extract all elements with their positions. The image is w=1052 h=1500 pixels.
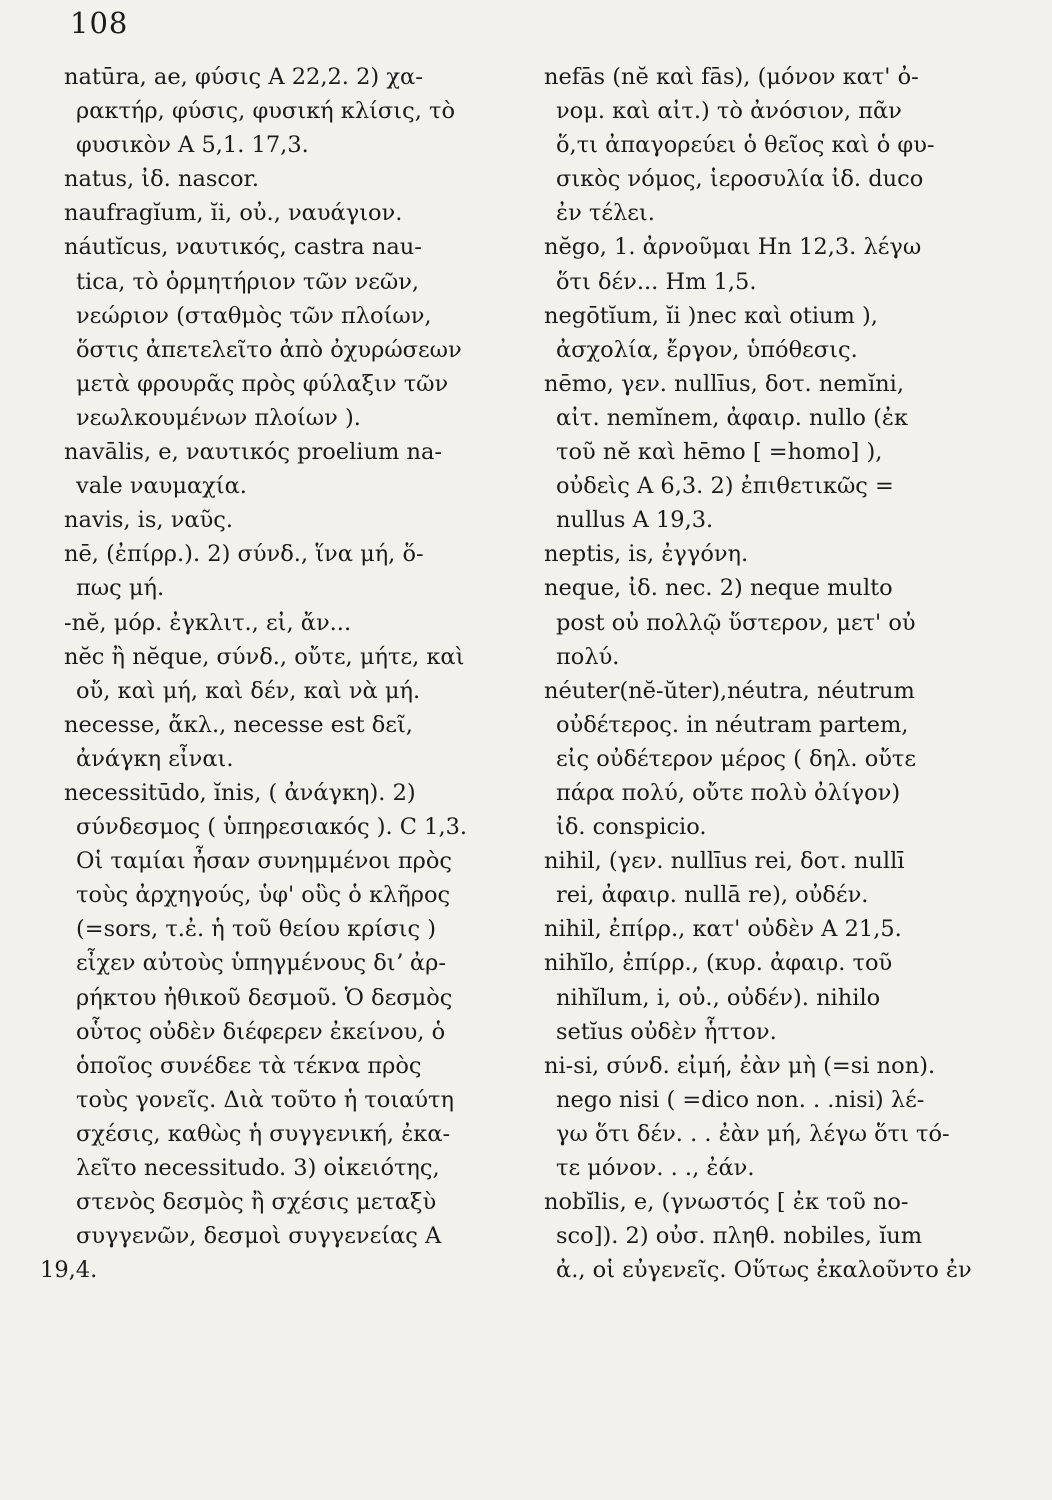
left-column-line: οὔ, καὶ μή, καὶ δέν, καὶ νὰ μή. bbox=[76, 677, 421, 704]
right-column-line: σικὸς νόμος, ἱεροσυλία ἰδ. duco bbox=[556, 166, 924, 193]
left-column-line: τοὺς γονεῖς. Διὰ τοῦτο ἡ τοιαύτη bbox=[76, 1086, 454, 1113]
right-column-line: nēmo, γεν. nullīus, δοτ. nemĭni, bbox=[544, 370, 905, 397]
right-column-line: οὐδεὶς Α 6,3. 2) ἐπιθετικῶς = bbox=[556, 473, 894, 500]
left-column-line: ρήκτου ἠθικοῦ δεσμοῦ. Ὁ δεσμὸς bbox=[76, 984, 453, 1011]
right-column-line: τοῦ nĕ καὶ hēmo [ =homo] ), bbox=[556, 439, 883, 466]
left-column-line: λεῖτο necessitudo. 3) οἰκειότης, bbox=[76, 1155, 440, 1181]
right-column-line: πολύ. bbox=[556, 643, 620, 670]
left-column-line: 19,4. bbox=[40, 1257, 98, 1284]
right-column-line: néuter(nĕ-ŭter),néutra, néutrum bbox=[544, 677, 915, 704]
right-column-line: nihil, ἐπίρρ., κατ' οὐδὲν Α 21,5. bbox=[544, 916, 902, 943]
page-number: 108 bbox=[70, 6, 129, 40]
left-column-line: ὁποῖος συνέδεε τὰ τέκνα πρὸς bbox=[76, 1052, 422, 1079]
left-column-line: navālis, e, ναυτικός proelium na- bbox=[64, 439, 442, 466]
right-column-line: εἰς οὐδέτερον μέρος ( δηλ. οὔτε bbox=[556, 745, 917, 772]
left-column-line: σύνδεσμος ( ὑπηρεσιακός ). C 1,3. bbox=[76, 814, 468, 841]
left-column-line: φυσικὸν Α 5,1. 17,3. bbox=[76, 132, 309, 159]
right-column-line: nullus Α 19,3. bbox=[556, 507, 714, 534]
left-column-line: μετὰ φρουρᾶς πρὸς φύλαξιν τῶν bbox=[76, 370, 449, 397]
right-column-line: setĭus οὐδὲν ἧττον. bbox=[556, 1018, 777, 1045]
left-column-line: necesse, ἄκλ., necesse est δεῖ, bbox=[64, 711, 413, 738]
right-column-line: nihĭlum, i, οὐ., οὐδέν). nihilo bbox=[556, 984, 881, 1011]
right-column-line: nihil, (γεν. nullīus rei, δοτ. nullī bbox=[544, 848, 905, 875]
right-column-line: nefās (nĕ καὶ fās), (μόνον κατ' ὀ- bbox=[544, 64, 919, 90]
right-column-line: nihĭlo, ἐπίρρ., (κυρ. ἀφαιρ. τοῦ bbox=[544, 950, 893, 977]
left-column-line: vale ναυμαχία. bbox=[76, 473, 247, 500]
right-column-line: ἰδ. conspicio. bbox=[556, 814, 707, 841]
left-column-line: -nĕ, μόρ. ἐγκλιτ., εἰ, ἄν... bbox=[64, 609, 352, 636]
right-column-line: ὅ,τι ἀπαγορεύει ὁ θεῖος καὶ ὁ φυ- bbox=[556, 132, 935, 159]
left-column-line: nē, (ἐπίρρ.). 2) σύνδ., ἵνα μή, ὅ- bbox=[64, 541, 424, 568]
left-column-line: náutĭcus, ναυτικός, castra nau- bbox=[64, 234, 422, 261]
right-column-line: rei, ἀφαιρ. nullā re), οὐδέν. bbox=[556, 882, 869, 909]
left-column-line: Οἱ ταμίαι ἦσαν συνημμένοι πρὸς bbox=[76, 848, 452, 875]
left-column-line: nĕc ἢ nĕque, σύνδ., οὔτε, μήτε, καὶ bbox=[64, 643, 465, 670]
left-column-line: πως μή. bbox=[76, 575, 165, 602]
left-column-line: εἶχεν αὐτοὺς ὑπηγμένους διʼ ἀρ- bbox=[76, 950, 446, 977]
left-column-line: navis, is, ναῦς. bbox=[64, 507, 234, 534]
left-column-line: naufragĭum, ĭi, οὐ., ναυάγιον. bbox=[64, 200, 403, 227]
left-column-line: νεώριον (σταθμὸς τῶν πλοίων, bbox=[76, 302, 432, 329]
right-column-line: neque, ἰδ. nec. 2) neque multo bbox=[544, 575, 893, 602]
left-column-line: συγγενῶν, δεσμοὶ συγγενείας Α bbox=[76, 1223, 442, 1250]
right-column-line: sco]). 2) οὐσ. πληθ. nobiles, ĭum bbox=[556, 1223, 923, 1250]
right-column-line: πάρα πολύ, οὔτε πολὺ ὀλίγον) bbox=[556, 779, 901, 806]
left-column-line: ὅστις ἀπετελεῖτο ἀπὸ ὀχυρώσεων bbox=[76, 336, 462, 363]
left-column-line: ρακτήρ, φύσις, φυσική κλίσις, τὸ bbox=[76, 98, 455, 125]
left-column-line: necessitūdo, ĭnis, ( ἀνάγκη). 2) bbox=[64, 779, 416, 806]
left-column-line: natus, ἰδ. nascor. bbox=[64, 166, 259, 193]
right-column-line: γω ὅτι δέν. . . ἐὰν μή, λέγω ὅτι τό- bbox=[556, 1120, 950, 1147]
left-column-line: natūra, ae, φύσις Α 22,2. 2) χα- bbox=[64, 64, 423, 90]
right-column-line: nĕgo, 1. ἀρνοῦμαι Hn 12,3. λέγω bbox=[544, 234, 922, 261]
right-column-line: post οὐ πολλῷ ὕστερον, μετ' οὐ bbox=[556, 609, 916, 636]
left-column-line: οὗτος οὐδὲν διέφερεν ἐκείνου, ὁ bbox=[76, 1018, 446, 1045]
right-column-line: τε μόνον. . ., ἐάν. bbox=[556, 1155, 755, 1181]
right-column-line: ἀσχολία, ἔργον, ὑπόθεσις. bbox=[556, 336, 858, 363]
right-column-line: nobĭlis, e, (γνωστός [ ἐκ τοῦ no- bbox=[544, 1189, 909, 1216]
right-column-line: negōtĭum, ĭi )nec καὶ otium ), bbox=[544, 302, 878, 329]
right-column-line: νομ. καὶ αἰτ.) τὸ ἀνόσιον, πᾶν bbox=[556, 98, 902, 125]
left-column-line: νεωλκουμένων πλοίων ). bbox=[76, 404, 361, 431]
right-column bbox=[520, 60, 980, 1287]
left-column-line: τοὺς ἀρχηγούς, ὑφ' οὓς ὁ κλῆρος bbox=[76, 882, 451, 909]
left-column-line: (=sors, τ.ἐ. ἡ τοῦ θείου κρίσις ) bbox=[76, 916, 436, 943]
left-column-line: στενὸς δεσμὸς ἢ σχέσις μεταξὺ bbox=[76, 1189, 437, 1216]
left-column-line: tica, τὸ ὁρμητήριον τῶν νεῶν, bbox=[76, 268, 420, 295]
right-column-line: οὐδέτερος. in néutram partem, bbox=[556, 711, 909, 738]
right-column-line: nego nisi ( =dico non. . .nisi) λέ- bbox=[556, 1086, 925, 1113]
right-column-line: αἰτ. nemĭnem, ἀφαιρ. nullo (ἐκ bbox=[556, 404, 909, 431]
right-column-line: ἐν τέλει. bbox=[556, 200, 655, 227]
left-column-line: σχέσις, καθὼς ἡ συγγενική, ἐκα- bbox=[76, 1120, 451, 1147]
right-column-line: neptis, is, ἐγγόνη. bbox=[544, 541, 749, 568]
right-column-line: ἀ., οἱ εὐγενεῖς. Οὕτως ἐκαλοῦντο ἐν bbox=[556, 1257, 972, 1284]
right-column-line: ὅτι δέν... Hm 1,5. bbox=[556, 268, 757, 295]
left-column-line: ἀνάγκη εἶναι. bbox=[76, 745, 234, 772]
left-column bbox=[40, 60, 500, 1287]
right-column-line: ni-si, σύνδ. εἰμή, ἐὰν μὴ (=si non). bbox=[544, 1052, 936, 1079]
